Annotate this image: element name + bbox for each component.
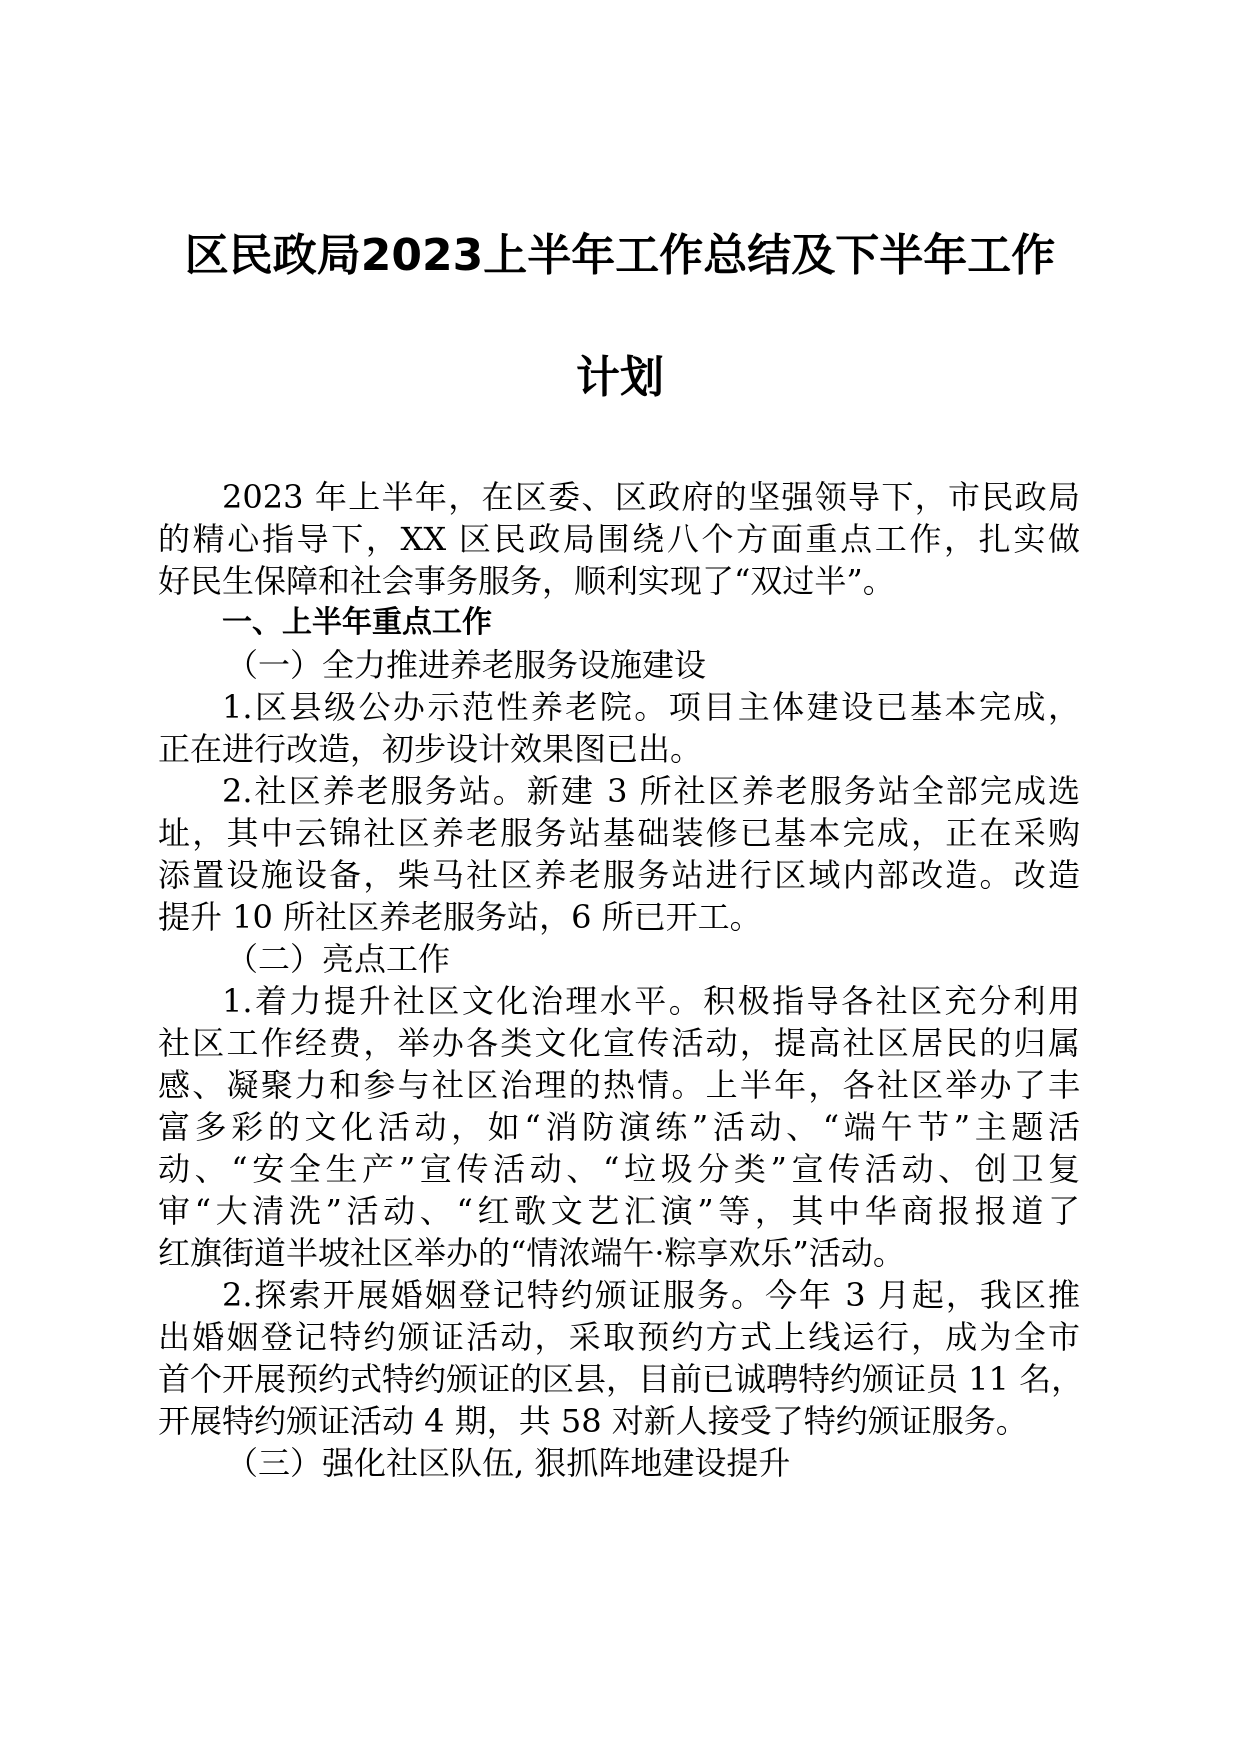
paragraph-line: 添置设施设备，柴马社区养老服务站进行区域内部改造。改造 (158, 856, 1080, 894)
paragraph-line: 红旗街道半坡社区举办的“情浓端午·粽享欢乐”活动。 (158, 1234, 905, 1272)
paragraph-line: 动、“安全生产”宣传活动、“垃圾分类”宣传活动、创卫复 (158, 1150, 1080, 1188)
document-title-line-1: 区民政局2023上半年工作总结及下半年工作 (184, 230, 1056, 281)
paragraph-line: 2.探索开展婚姻登记特约颁证服务。今年 3 月起，我区推 (222, 1276, 1080, 1314)
paragraph-line: 审“大清洗”活动、“红歌文艺汇演”等，其中华商报报道了 (158, 1192, 1080, 1230)
intro-paragraph-line: 2023 年上半年，在区委、区政府的坚强领导下，市民政局 (222, 478, 1080, 516)
paragraph-line: 首个开展预约式特约颁证的区县，目前已诚聘特约颁证员 11 名， (158, 1360, 1084, 1398)
paragraph-line: 开展特约颁证活动 4 期，共 58 对新人接受了特约颁证服务。 (158, 1402, 1028, 1440)
section-heading: 一、上半年重点工作 (222, 605, 492, 640)
paragraph-line: 提升 10 所社区养老服务站，6 所已开工。 (158, 898, 762, 936)
paragraph-line: 址，其中云锦社区养老服务站基础装修已基本完成，正在采购 (158, 814, 1080, 852)
intro-paragraph-line: 好民生保障和社会事务服务，顺利实现了“双过半”。 (158, 562, 895, 600)
document-title-line-2: 计划 (576, 352, 664, 403)
paragraph-line: 富多彩的文化活动，如“消防演练”活动、“端午节”主题活 (158, 1108, 1080, 1146)
paragraph-line: 1.区县级公办示范性养老院。项目主体建设已基本完成， (222, 688, 1080, 726)
paragraph-line: 社区工作经费，举办各类文化宣传活动，提高社区居民的归属 (158, 1024, 1080, 1062)
paragraph-line: 出婚姻登记特约颁证活动，采取预约方式上线运行，成为全市 (158, 1318, 1080, 1356)
intro-paragraph-line: 的精心指导下，XX 区民政局围绕八个方面重点工作，扎实做 (158, 520, 1080, 558)
paragraph-line: 1.着力提升社区文化治理水平。积极指导各社区充分利用 (222, 982, 1080, 1020)
subsection-heading: （一）全力推进养老服务设施建设 (226, 646, 707, 684)
paragraph-line: 正在进行改造，初步设计效果图已出。 (158, 730, 703, 768)
paragraph-line: 2.社区养老服务站。新建 3 所社区养老服务站全部完成选 (222, 772, 1080, 810)
subsection-heading: （二）亮点工作 (226, 940, 451, 978)
paragraph-line: 感、凝聚力和参与社区治理的热情。上半年，各社区举办了丰 (158, 1066, 1080, 1104)
subsection-heading: （三）强化社区队伍, 狠抓阵地建设提升 (226, 1444, 791, 1482)
